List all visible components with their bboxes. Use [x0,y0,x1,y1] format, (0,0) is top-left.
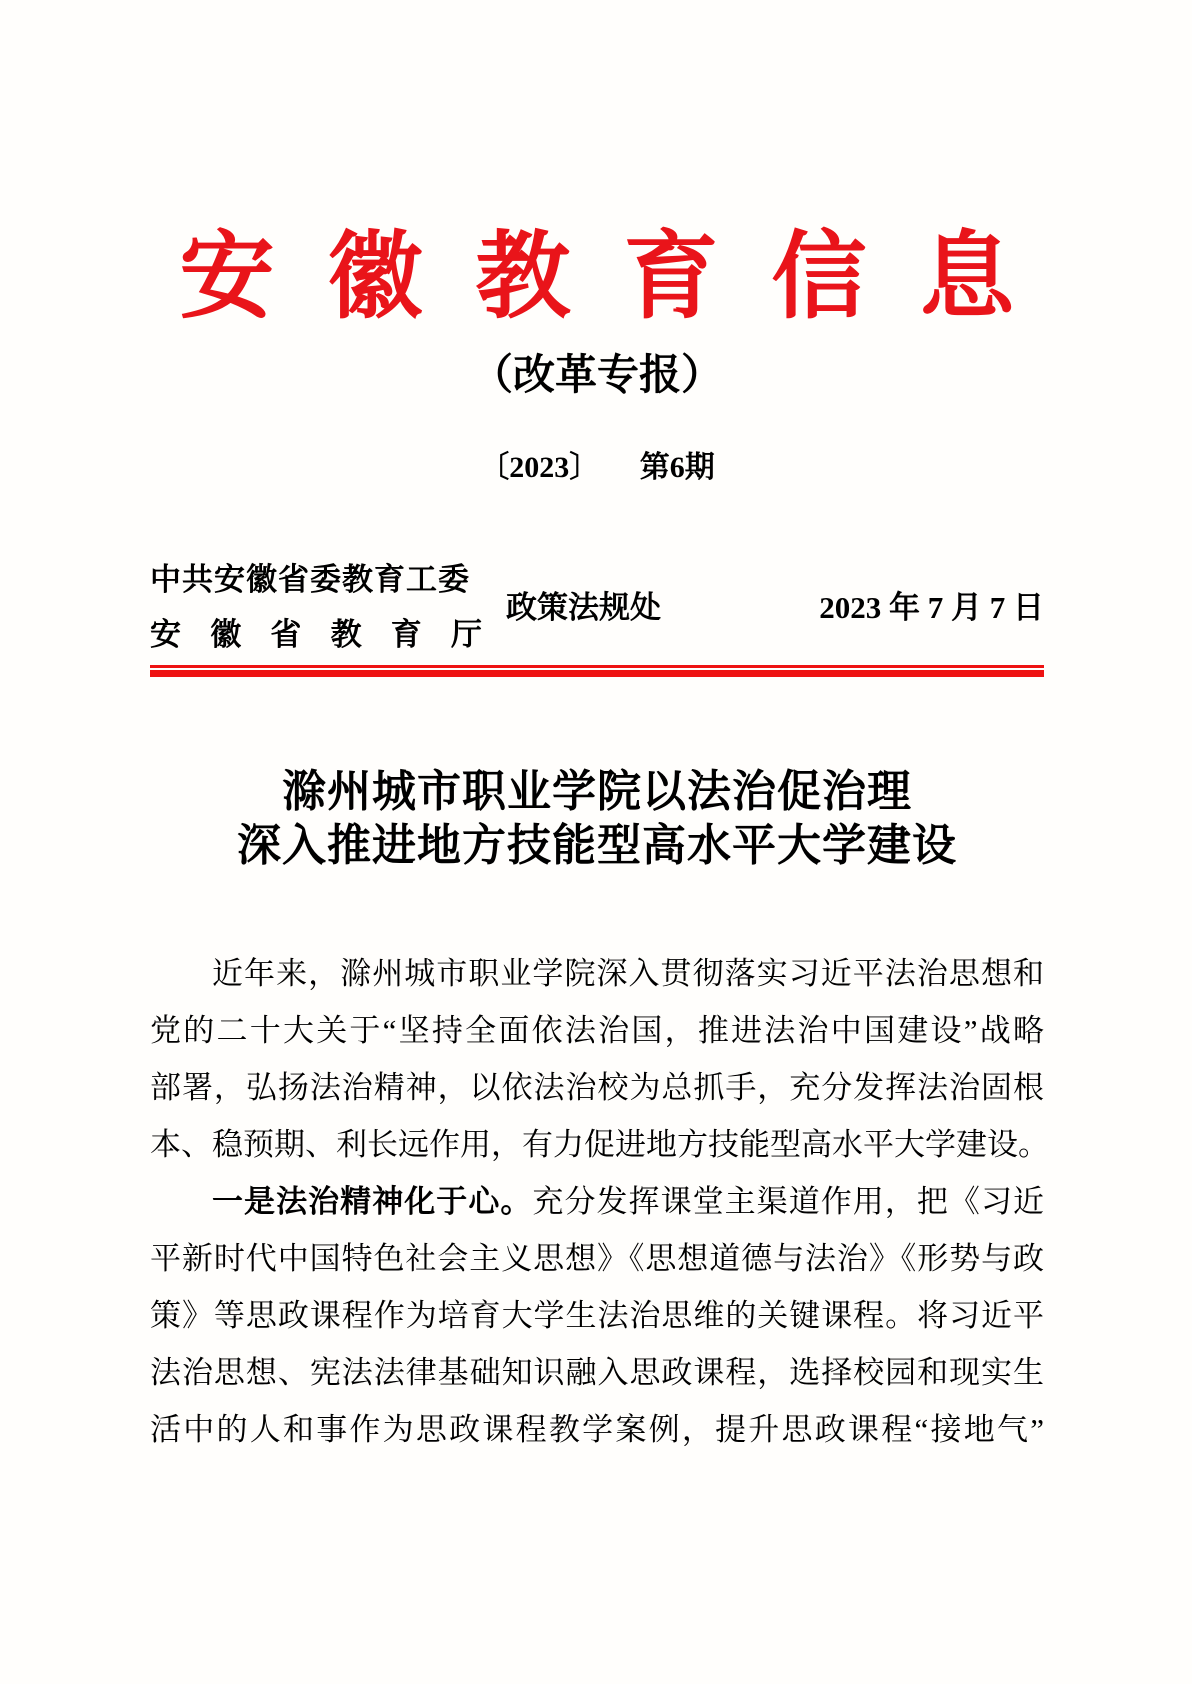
article-title-line2: 深入推进地方技能型高水平大学建设 [237,821,957,870]
issue-line [150,452,1044,484]
body-segment: 部署，弘扬法治精神，以依法治校为总抓手，充分发挥法治固根 [150,1070,1044,1105]
article-title [150,765,1044,873]
bulletin-subtitle: （改革专报） [470,351,723,398]
body-segment: 充分发挥课堂主渠道作用，把《习近 [532,1184,1045,1219]
body-segment: 平新时代中国特色社会主义思想》《思想道德与法治》《形势与政 [150,1241,1044,1276]
body-segment: 近年来，滁州城市职业学院深入贯彻落实习近平法治思想和 [212,956,1044,991]
article-body [150,945,1049,1458]
issue-number: 第6期 [639,451,715,484]
body-line [150,1401,1044,1458]
article-title-line1: 滁州城市职业学院以法治促治理 [282,767,912,816]
body-line [150,945,1044,1002]
divider-thick-rule [150,670,1044,677]
red-divider [150,665,1044,677]
body-line [150,1287,1044,1344]
issuer-org-names [150,552,482,662]
body-line [150,1230,1044,1287]
masthead-title [150,224,1068,330]
body-line [150,1344,1044,1401]
issue-year: 〔2023〕 [479,451,600,484]
body-segment: 策》等思政课程作为培育大学生法治思维的关键课程。将习近平 [150,1298,1044,1333]
department-label: 政策法规处 [506,589,661,625]
issue-date: 2023 年 7 月 7 日 [819,589,1044,625]
body-segment-bold: 一是法治精神化于心。 [212,1184,533,1219]
body-line [150,1116,1049,1173]
body-segment: 本、稳预期、利长远作用，有力促进地方技能型高水平大学建设。 [150,1127,1049,1162]
issuer-block [150,552,1044,662]
org-name-line2: 安徽省教育厅 [150,617,482,652]
body-line [150,1059,1044,1116]
org-name-line1: 中共安徽省委教育工委 [150,562,470,597]
body-segment: 党的二十大关于“坚持全面依法治国，推进法治中国建设”战略 [150,1013,1044,1048]
body-line [150,1002,1044,1059]
body-line [150,1173,1044,1230]
masthead-title-text: 安徽教育信息 [179,224,1068,330]
body-segment: 法治思想、宪法法律基础知识融入思政课程，选择校园和现实生 [150,1355,1044,1390]
body-segment: 活中的人和事作为思政课程教学案例，提升思政课程“接地气” [150,1412,1044,1447]
